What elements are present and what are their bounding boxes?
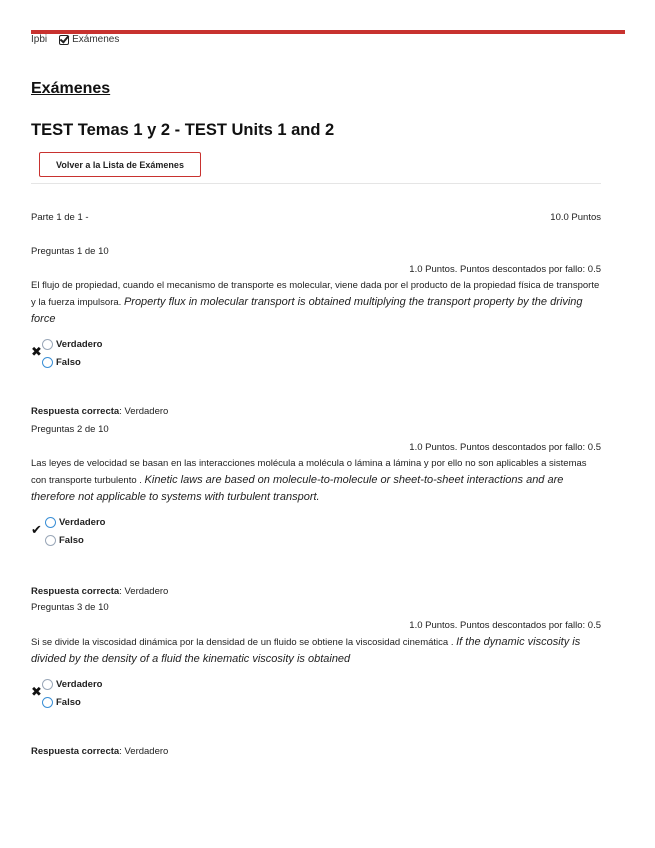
question-text-en: Property flux in molecular transport is obtained multiplying the transport property by the driving force bbox=[31, 296, 583, 325]
question-text-es: Las leyes de velocidad se basan en las interacciones molécula a molécula o lámina a lámina y por ello no son aplicables a sistemas con transporte turbulento . bbox=[31, 458, 587, 486]
question-text bbox=[31, 456, 601, 506]
option-label: Verdadero bbox=[59, 516, 106, 528]
radio-icon[interactable] bbox=[42, 339, 53, 350]
correct-answer-label: Respuesta correcta bbox=[31, 406, 120, 417]
question-text-es: Si se divide la viscosidad dinámica por la densidad de un fluido se obtiene la viscosidad cinemática . bbox=[31, 637, 454, 648]
radio-icon[interactable] bbox=[42, 679, 53, 690]
part-points: 10.0 Puntos bbox=[550, 212, 601, 223]
page-title: TEST Temas 1 y 2 - TEST Units 1 and 2 bbox=[31, 121, 335, 139]
radio-icon[interactable] bbox=[45, 517, 56, 528]
option-true[interactable] bbox=[42, 675, 102, 693]
divider bbox=[31, 183, 601, 184]
correct-answer-value: Verdadero bbox=[124, 746, 169, 757]
option-false[interactable] bbox=[42, 693, 102, 711]
question-points: 1.0 Puntos. Puntos descontados por fallo: 0.5 bbox=[409, 264, 601, 275]
tool-label: Exámenes bbox=[72, 34, 120, 45]
correct-answer-label: Respuesta correcta bbox=[31, 746, 120, 757]
question-number: Preguntas 1 de 10 bbox=[31, 246, 109, 257]
option-true[interactable] bbox=[42, 335, 102, 353]
correct-answer: Respuesta correcta: Verdadero bbox=[31, 746, 169, 757]
tool-link[interactable] bbox=[59, 34, 119, 45]
back-to-list-button[interactable]: Volver a la Lista de Exámenes bbox=[39, 152, 201, 177]
option-label: Falso bbox=[56, 696, 81, 708]
cross-icon: ✖ bbox=[31, 344, 42, 359]
question-points: 1.0 Puntos. Puntos descontados por fallo: 0.5 bbox=[409, 442, 601, 453]
check-icon: ✔ bbox=[31, 522, 42, 537]
cross-icon: ✖ bbox=[31, 684, 42, 699]
radio-icon[interactable] bbox=[42, 697, 53, 708]
option-true[interactable] bbox=[45, 513, 105, 531]
option-false[interactable] bbox=[42, 353, 102, 371]
radio-icon[interactable] bbox=[42, 357, 53, 368]
question-text bbox=[31, 278, 601, 328]
option-label: Falso bbox=[59, 534, 84, 546]
correct-answer: Respuesta correcta: Verdadero bbox=[31, 406, 169, 417]
option-label: Falso bbox=[56, 356, 81, 368]
answer-options bbox=[42, 675, 102, 711]
question-number: Preguntas 3 de 10 bbox=[31, 602, 109, 613]
option-label: Verdadero bbox=[56, 338, 103, 350]
site-link[interactable]: Ipbi bbox=[31, 34, 48, 45]
breadcrumb bbox=[31, 34, 119, 45]
question-points: 1.0 Puntos. Puntos descontados por fallo: 0.5 bbox=[409, 620, 601, 631]
correct-answer-value: Verdadero bbox=[124, 406, 169, 417]
answer-options bbox=[42, 335, 102, 371]
option-false[interactable] bbox=[45, 531, 105, 549]
option-label: Verdadero bbox=[56, 678, 103, 690]
correct-answer: Respuesta correcta: Verdadero bbox=[31, 586, 169, 597]
checkbox-icon bbox=[59, 35, 69, 45]
answer-options bbox=[45, 513, 105, 549]
correct-answer-value: Verdadero bbox=[124, 586, 169, 597]
question-number: Preguntas 2 de 10 bbox=[31, 424, 109, 435]
header-accent-bar bbox=[31, 30, 625, 34]
question-text-en: Kinetic laws are based on molecule-to-molecule or sheet-to-sheet interactions and are therefore not applicable to systems with turbulent transport. bbox=[31, 474, 564, 503]
correct-answer-label: Respuesta correcta bbox=[31, 586, 120, 597]
part-label: Parte 1 de 1 - bbox=[31, 212, 89, 223]
question-text bbox=[31, 634, 601, 668]
question-text-es: El flujo de propiedad, cuando el mecanismo de transporte es molecular, viene dada por el producto de la propiedad física de transporte y la fuerza impulsora. bbox=[31, 280, 600, 308]
radio-icon[interactable] bbox=[45, 535, 56, 546]
section-heading: Exámenes bbox=[31, 80, 111, 97]
question-text-en: If the dynamic viscosity is divided by the density of a fluid the kinematic viscosity is obtained bbox=[31, 636, 581, 665]
